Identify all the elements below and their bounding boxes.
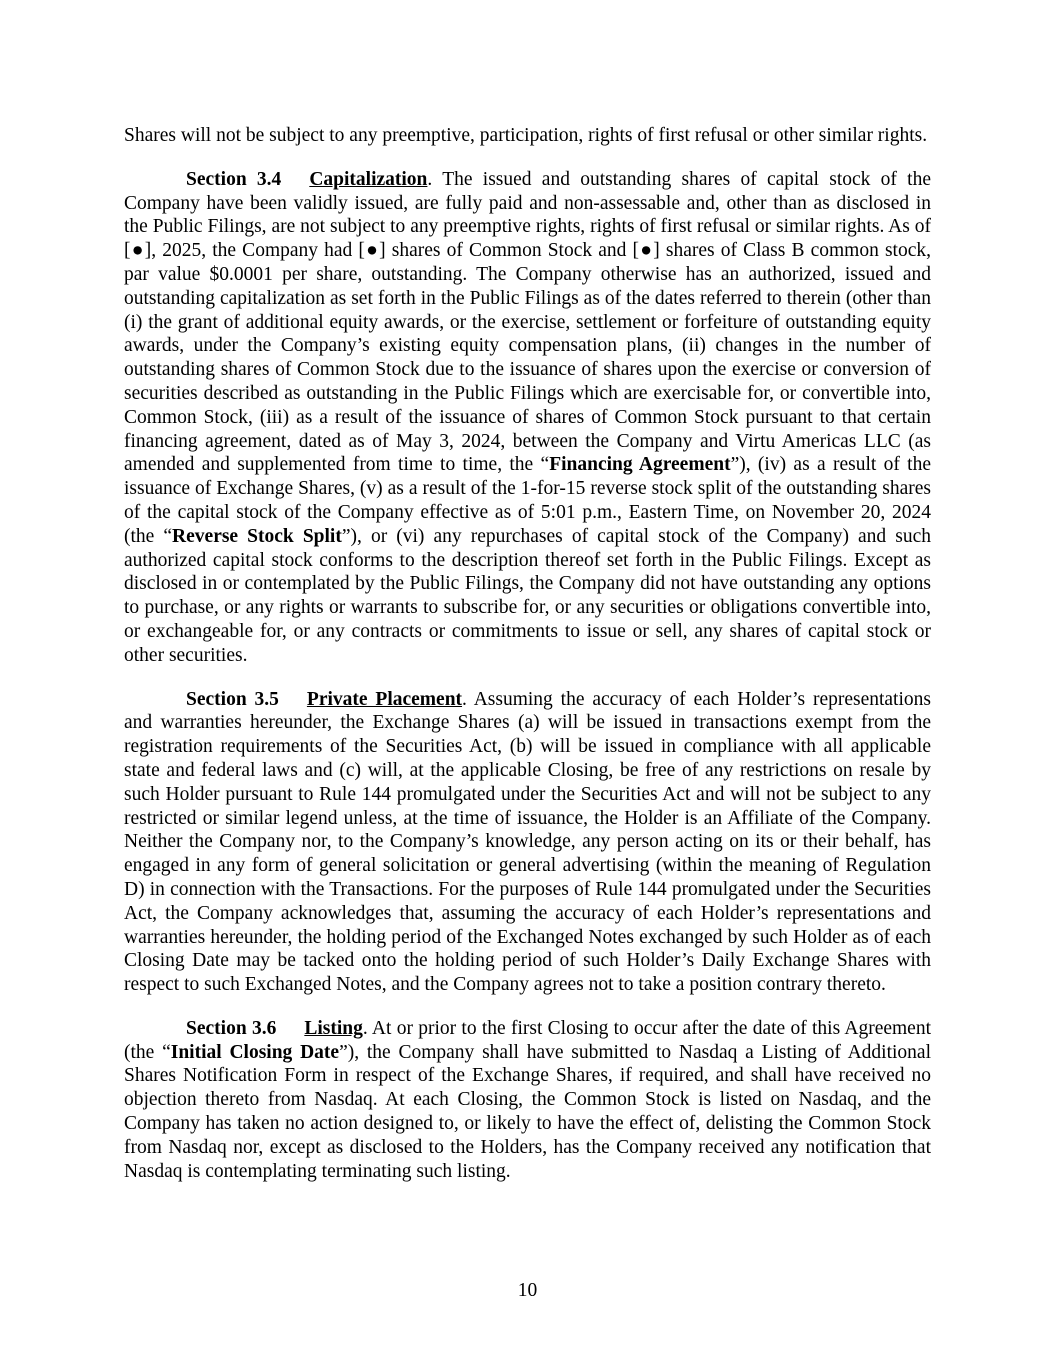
section-3-4-title: Capitalization [309,168,428,190]
section-3-5-paragraph [124,688,931,997]
continuation-paragraph [124,124,931,148]
section-3-6-paragraph [124,1017,931,1184]
section-3-6-body-start: . At or prior to the first Closing to occur after the date of this Agreement (the “ [124,1017,931,1063]
section-3-6-number: Section 3.6 [186,1017,277,1039]
section-3-6-title: Listing [304,1017,363,1039]
section-3-5-number: Section 3.5 [186,688,279,710]
defined-term-initial-closing-date: Initial Closing Date [170,1041,340,1063]
document-page [124,124,931,1203]
continuation-text: Shares will not be subject to any preemptive, participation, rights of first refusal or other similar rights. [124,125,928,146]
section-3-4-body-end: ”), or (vi) any repurchases of capital stock of the Company) and such authorized capital stock conforms to the description thereof set forth in the Public Filings. Except as disclosed in or contemplated by the Public Filings, the Company did not have outstanding any options to purchase, or any rights or warrants to subscribe for, or any securities or obligations convertible into, or exchangeable for, or any contracts or commitments to issue or sell, any shares of capital stock or other securities. [124,525,931,666]
defined-term-reverse-stock-split: Reverse Stock Split [172,525,342,547]
section-3-4-number: Section 3.4 [186,168,282,190]
section-3-5-title: Private Placement [306,688,463,710]
section-3-4-paragraph [124,168,931,668]
defined-term-financing-agreement: Financing Agreement [549,454,731,476]
section-3-6-body-end: ”), the Company shall have submitted to Nasdaq a Listing of Additional Shares Notification Form in respect of the Exchange Shares, if required, and shall have received no objection thereto from Nasdaq. At each Closing, the Common Stock is listed on Nasdaq, and the Company has taken no action designed to, or likely to have the effect of, delisting the Common Stock from Nasdaq nor, except as disclosed to the Holders, has the Company received any notification that Nasdaq is contemplating terminating such listing. [124,1041,931,1182]
section-3-4-body-start: . The issued and outstanding shares of capital stock of the Company have been validly issued, are fully paid and non-assessable and, other than as disclosed in the Public Filings, are not subject to any preemptive rights, rights of first refusal or similar rights. As of [●], 2025, the Company had [●] shares of Common Stock and [●] shares of Class B common stock, par value $0.0001 per share, outstanding. The Company otherwise has an authorized, issued and outstanding capitalization as set forth in the Public Filings as of the dates referred to therein (other than (i) the grant of additional equity awards, or the exercise, settlement or forfeiture of outstanding equity awards, under the Company’s existing equity compensation plans, (ii) changes in the number of outstanding shares of Common Stock due to the issuance of shares upon the exercise or conversion of securities described as outstanding in the Public Filings which are exercisable for, or convertible into, Common Stock, (iii) as a result of the issuance of shares of Common Stock pursuant to that certain financing agreement, dated as of May 3, 2024, between the Company and Virtu Americas LLC (as amended and supplemented from time to time, the “ [124,168,931,476]
section-3-5-body: . Assuming the accuracy of each Holder’s representations and warranties hereunder, the Exchange Shares (a) will be issued in transactions exempt from the registration requirements of the Securities Act, (b) will be issued in compliance with all applicable state and federal laws and (c) will, at the applicable Closing, be free of any restrictions on resale by such Holder pursuant to Rule 144 promulgated under the Securities Act and will not be subject to any restricted or similar legend unless, at the time of issuance, the Holder is an Affiliate of the Company. Neither the Company nor, to the Company’s knowledge, any person acting on its or their behalf, has engaged in any form of general solicitation or general advertising (within the meaning of Regulation D) in connection with the Transactions. For the purposes of Rule 144 promulgated under the Securities Act, the Company acknowledges that, assuming the accuracy of each Holder’s representations and warranties hereunder, the holding period of the Exchanged Notes exchanged by such Holder as of each Closing Date may be tacked onto the holding period of such Holder’s Daily Exchange Shares with respect to such Exchanged Notes, and the Company agrees not to take a position contrary thereto. [124,688,931,996]
page-number: 10 [517,1280,538,1301]
section-3-4-body-middle: ”), (iv) as a result of the issuance of Exchange Shares, (v) as a result of the 1-for-15 reverse stock split of the outstanding shares of the capital stock of the Company effective as of 5:01 p.m., Eastern Time, on November 20, 2024 (the “ [124,454,932,547]
